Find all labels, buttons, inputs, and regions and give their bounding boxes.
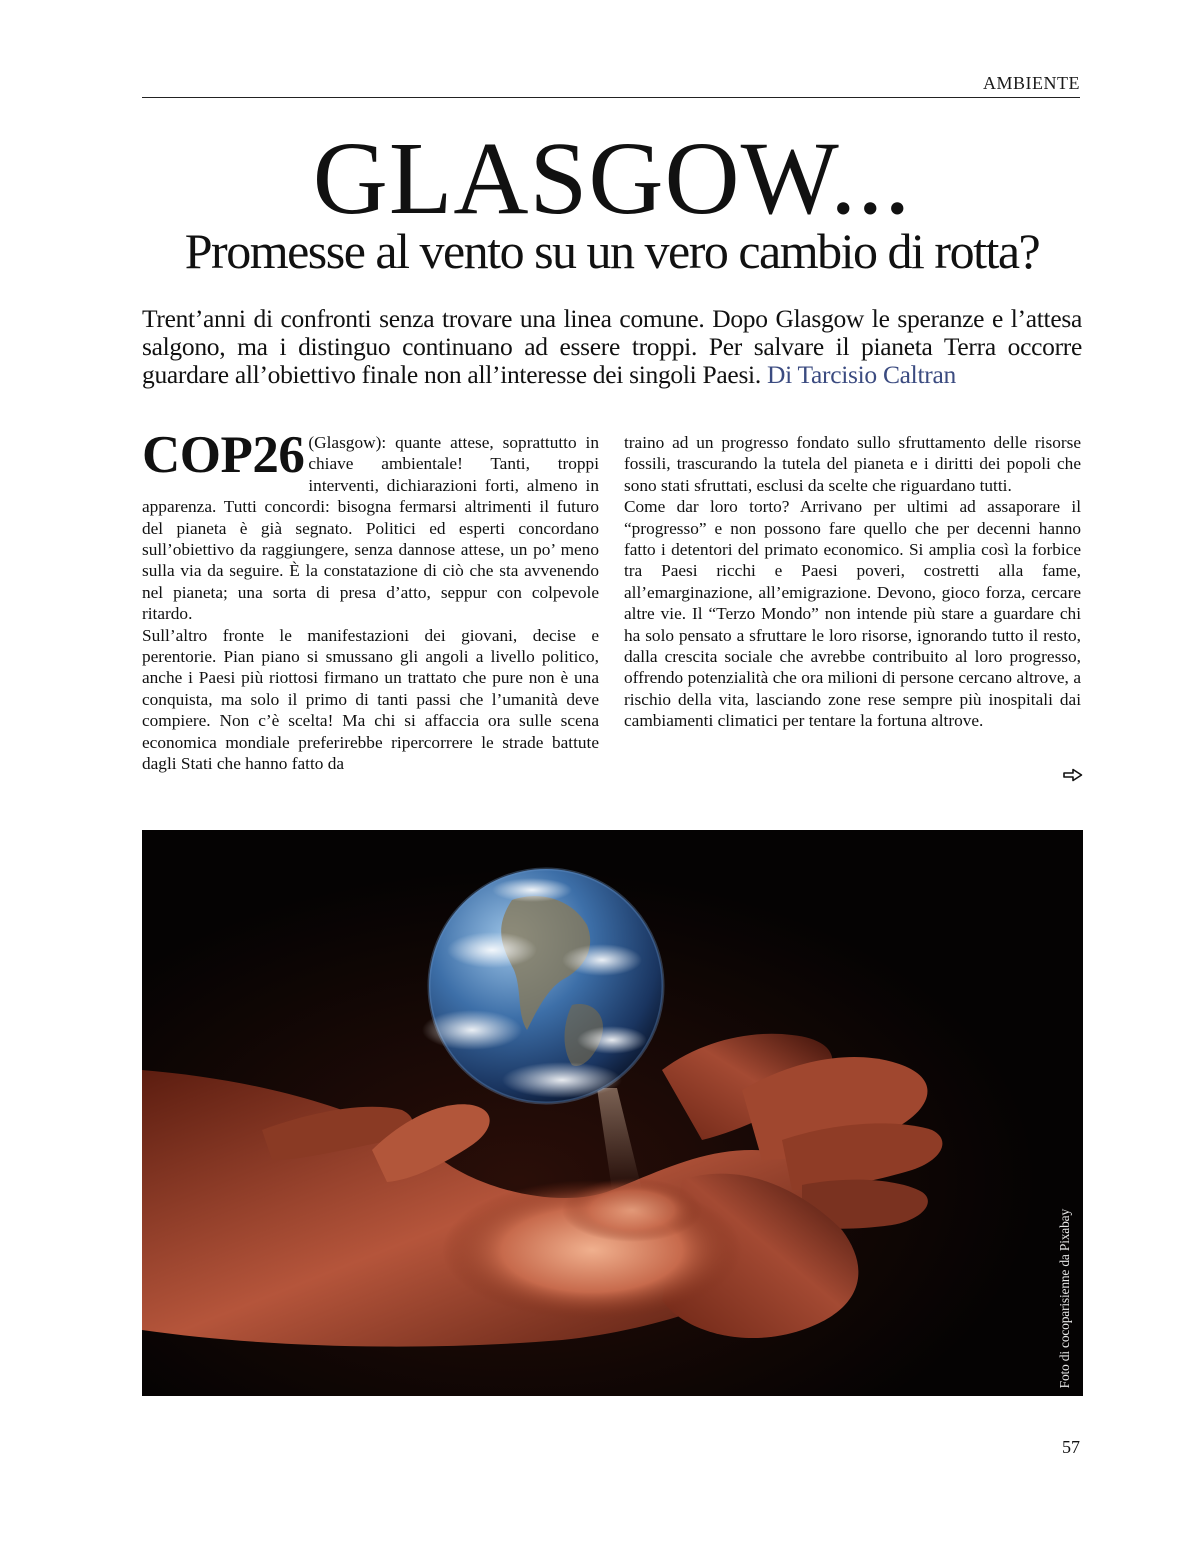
- lead-text: Trent’anni di confronti senza trovare una linea comune. Dopo Glasgow le speranze e l’attesa salgono, ma i distinguo continuano ad essere troppi. Per salvare il pianeta Terra occorre guardare all’obiettivo finale non all’interesse dei singoli Paesi.: [142, 304, 1082, 389]
- right-column: [624, 432, 1081, 732]
- section-label: AMBIENTE: [983, 73, 1080, 93]
- photo-credit: Foto di cocoparisienne da Pixabay: [1057, 1208, 1072, 1388]
- paragraph: [142, 426, 599, 625]
- byline: Di Tarcisio Caltran: [767, 360, 956, 389]
- arrow-right-icon: [1063, 768, 1083, 782]
- photo-hands-earth: [142, 830, 1083, 1396]
- paragraph: traino ad un progresso fondato sullo sfruttamento delle risorse fossili, trascurando la tutela del pianeta e i diritti dei popoli che sono stati sfruttati, esclusi da scelte che riguardano tutti.: [624, 433, 1081, 495]
- paragraph-text: (Glasgow): quante attese, soprattutto in chiave ambientale! Tanti, troppi interventi, dichiarazioni forti, almeno in apparenza. Tutti concordi: bisogna fermarsi altrimenti il futuro del pianeta è già segnato. Politici ed esperti concordano sull’obiettivo da raggiungere, senza dannose attese, un po’ meno sulla via da seguire. È la constatazione di ciò che sta avvenendo nel pianeta; una sorta di presa d’atto, seppur con colpevole ritardo.: [142, 433, 599, 624]
- dropcap: COP26: [142, 426, 305, 484]
- paragraph: Sull’altro fronte le manifestazioni dei giovani, decise e perentorie. Pian piano si smussano gli angoli a livello politico, anche i Paesi più riottosi firmano un trattato che pure non è una conquista, ma solo il primo di tanti passi che l’umanità deve compiere. Non c’è scelta! Ma chi si affaccia ora sulle scena economica mondiale preferirebbe ripercorrere le strade battute dagli Stati che hanno fatto da: [142, 625, 599, 774]
- paragraph: Come dar loro torto? Arrivano per ultimi ad assaporare il “progresso” e non possono fare quello che per decenni hanno fatto i detentori del primato economico. Si amplia così la forbice tra Paesi ricchi e Paesi poveri, costretti alla fame, all’emarginazione, all’emigrazione. Devono, gioco forza, cercare altre vie. Il “Terzo Mondo” non intende più stare a guardare chi ha solo pensato a sfruttare le loro risorse, ignorando tutto il resto, dalla crescita sociale che avrebbe contribuito al loro progresso, offrendo potenzialità che ora milioni di persone cercano altrove, a rischio della vita, lasciando zone rese sempre più inospitali dai cambiamenti climatici per tentare la fortuna altrove.: [624, 497, 1081, 731]
- photo-illustration: [142, 830, 1083, 1396]
- left-column: [142, 426, 599, 775]
- section-divider: [142, 97, 1080, 98]
- page-number: 57: [1062, 1437, 1080, 1457]
- article-title: GLASGOW...: [312, 121, 912, 236]
- article-subtitle: Promesse al vento su un vero cambio di rotta?: [184, 223, 1040, 279]
- article-lead: [142, 305, 1082, 389]
